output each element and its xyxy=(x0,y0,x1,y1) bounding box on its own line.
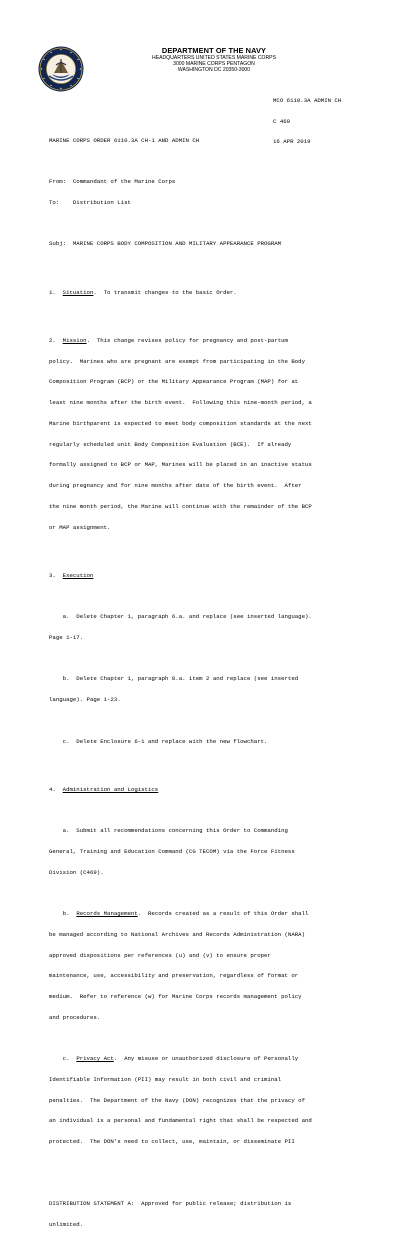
privacy-line: protected. The DON's need to collect, use, maintain, or disseminate PII xyxy=(49,1138,295,1146)
item-prefix: c. xyxy=(49,1055,77,1063)
execution-heading xyxy=(49,573,389,580)
section-heading: Situation xyxy=(62,288,94,296)
execution-item-b: language). Page 1-23. xyxy=(49,696,121,704)
mission-paragraph xyxy=(49,338,389,345)
records-line: approved dispositions per references (u) and (v) to ensure proper xyxy=(49,951,271,959)
item-text: . Any misuse or unauthorized disclosure of Personally xyxy=(113,1055,299,1063)
section-number: 2. xyxy=(49,337,63,345)
privacy-line: Identifiable Information (PII) may result in both civil and criminal xyxy=(49,1075,282,1083)
mission-line: policy. Marines who are pregnant are exempt from participating in the Body xyxy=(49,357,305,365)
to-line: To: Distribution List xyxy=(49,198,131,206)
privacy-line: an individual is a personal and fundamental right that shall be respected and xyxy=(49,1117,312,1125)
execution-item-b: b. Delete Chapter 1, paragraph 8.a. item 2 and replace (see inserted xyxy=(49,675,299,683)
execution-item-a: a. Delete Chapter 1, paragraph 6.a. and replace (see inserted language). xyxy=(49,613,312,621)
admin-item-a: Division (C469). xyxy=(49,868,104,876)
mission-line: the nine month period, the Marine will continue with the remainder of the BCP xyxy=(49,502,312,510)
mission-line: regularly scheduled unit Body Composition Evaluation (BCE). If already xyxy=(49,440,292,448)
section-text: . This change revises policy for pregnancy and post-partum xyxy=(86,337,288,345)
section-heading: Administration and Logistics xyxy=(62,785,159,793)
navy-seal-icon xyxy=(38,46,84,92)
section-text: . To transmit changes to the basic Order. xyxy=(93,288,237,296)
mission-line: formally assigned to BCP or MAP, Marines will be placed in an inactive status xyxy=(49,461,312,469)
reference-line-3: 16 APR 2019 xyxy=(273,138,311,146)
records-management-paragraph xyxy=(49,911,389,918)
section-heading: Execution xyxy=(62,571,94,579)
execution-item-a: Page 1-17. xyxy=(49,633,84,641)
subject-line: Subj: MARINE CORPS BODY COMPOSITION AND MILITARY APPEARANCE PROGRAM xyxy=(49,240,282,248)
records-line: medium. Refer to reference (w) for Marine Corps records management policy xyxy=(49,993,302,1001)
item-prefix: b. xyxy=(49,910,77,918)
item-text: . Records created as a result of this Order shall xyxy=(137,910,309,918)
department-title: DEPARTMENT OF THE NAVY xyxy=(161,46,267,55)
letterhead xyxy=(100,46,328,74)
execution-item-c: c. Delete Enclosure 6-1 and replace with the new flowchart. xyxy=(49,737,268,745)
order-title: MARINE CORPS ORDER 6110.3A CH-1 AND ADMIN CH xyxy=(49,136,200,144)
mission-line: least nine months after the birth event. Following this nine-month period, a xyxy=(49,399,312,407)
privacy-act-paragraph xyxy=(49,1056,389,1063)
situation-paragraph xyxy=(49,290,389,297)
admin-item-a: a. Submit all recommendations concerning this Order to Commanding xyxy=(49,827,288,835)
letterhead-line-3: WASHINGTON DC 20350-3000 xyxy=(177,67,251,74)
order-body xyxy=(49,124,389,1243)
reference-line-1: MCO 6110.3A ADMIN CH xyxy=(273,96,342,104)
admin-heading xyxy=(49,787,389,794)
letterhead-line-2: 3000 MARINE CORPS PENTAGON xyxy=(173,61,255,68)
records-line: maintenance, use, accessibility and preservation, regardless of format or xyxy=(49,972,299,980)
mission-line: or MAP assignment. xyxy=(49,523,111,531)
item-heading: Records Management xyxy=(76,910,138,918)
section-number: 4. xyxy=(49,785,63,793)
mission-line: Marine birthparent is expected to meet body composition standards at the next xyxy=(49,419,312,427)
admin-item-a: General, Training and Education Command (CG TECOM) via the Force Fitness xyxy=(49,848,295,855)
section-number: 1. xyxy=(49,288,63,296)
distribution-statement: unlimited. xyxy=(49,1220,84,1228)
item-heading: Privacy Act xyxy=(76,1055,114,1063)
from-line: From: Commandant of the Marine Corps xyxy=(49,178,176,186)
section-heading: Mission xyxy=(62,337,87,345)
distribution-statement: DISTRIBUTION STATEMENT A: Approved for public release; distribution is xyxy=(49,1200,292,1208)
letterhead-line-1: HEADQUARTERS UNITED STATES MARINE CORPS xyxy=(152,55,276,61)
mission-line: during pregnancy and for nine months after date of the birth event. After xyxy=(49,482,302,490)
records-line: be managed according to National Archives and Records Administration (NARA) xyxy=(49,930,305,938)
mission-line: Composition Program (BCP) or the Military Appearance Program (MAP) for at xyxy=(49,378,299,386)
records-line: and procedures. xyxy=(49,1013,101,1021)
section-number: 3. xyxy=(49,571,63,579)
reference-line-2: C 469 xyxy=(273,117,291,125)
privacy-line: penalties. The Department of the Navy (DON) recognizes that the privacy of xyxy=(49,1096,305,1104)
